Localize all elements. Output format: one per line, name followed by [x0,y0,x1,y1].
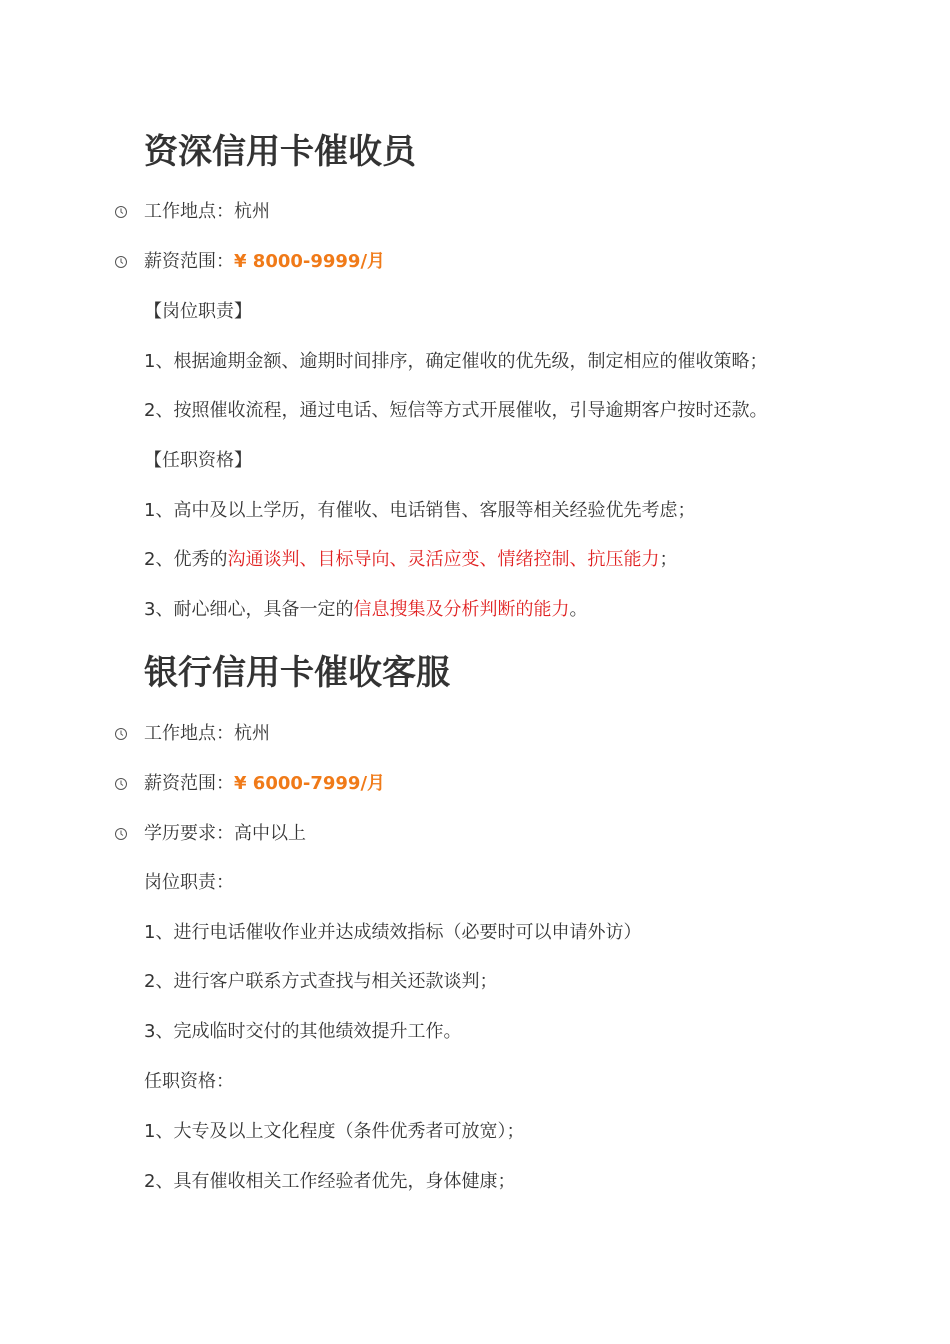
clock-icon [114,827,128,841]
requirement-suffix: 。 [569,599,588,620]
location-value: 杭州 [234,723,270,744]
job-education [144,822,306,846]
salary-value: ¥ 6000-7999/月 [234,773,386,794]
requirement-highlight: 信息搜集及分析判断的能力 [353,599,570,620]
requirement-item [144,548,677,572]
requirement-prefix: 2、优秀的 [144,549,228,570]
job-location [144,722,270,746]
requirement-highlight: 沟通谈判、目标导向、灵活应变、情绪控制、抗压能力 [227,549,660,570]
job-title: 银行信用卡催收客服 [144,653,450,693]
requirement-heading: 任职资格： [144,1071,234,1092]
requirement-heading: 【任职资格】 [144,450,252,471]
job-location [144,200,270,224]
requirement-suffix: ； [659,549,678,570]
location-value: 杭州 [234,201,270,222]
requirement-item: 1、大专及以上文化程度（条件优秀者可放宽）； [144,1121,525,1142]
salary-label: 薪资范围： [144,773,234,794]
duty-heading: 【岗位职责】 [144,301,252,322]
location-label: 工作地点： [144,723,234,744]
clock-icon [114,205,128,219]
salary-label: 薪资范围： [144,251,234,272]
duty-item: 1、根据逾期金额、逾期时间排序，确定催收的优先级，制定相应的催收策略； [144,351,768,372]
requirement-item [144,598,587,622]
education-value: 高中以上 [234,823,306,844]
duty-item: 2、进行客户联系方式查找与相关还款谈判； [144,971,498,992]
salary-value: ¥ 8000-9999/月 [234,251,386,272]
job-title: 资深信用卡催收员 [144,132,416,172]
requirement-item: 1、高中及以上学历，有催收、电话销售、客服等相关经验优先考虑； [144,500,696,521]
clock-icon [114,255,128,269]
job-salary [144,772,385,796]
duty-heading: 岗位职责： [144,872,234,893]
education-label: 学历要求： [144,823,234,844]
job-salary [144,250,385,274]
duty-item: 3、完成临时交付的其他绩效提升工作。 [144,1021,462,1042]
duty-item: 2、按照催收流程，通过电话、短信等方式开展催收，引导逾期客户按时还款。 [144,400,768,421]
requirement-prefix: 3、耐心细心，具备一定的 [144,599,354,620]
requirement-item: 2、具有催收相关工作经验者优先，身体健康； [144,1171,516,1192]
clock-icon [114,727,128,741]
duty-item: 1、进行电话催收作业并达成绩效指标（必要时可以申请外访） [144,922,642,943]
clock-icon [114,777,128,791]
location-label: 工作地点： [144,201,234,222]
